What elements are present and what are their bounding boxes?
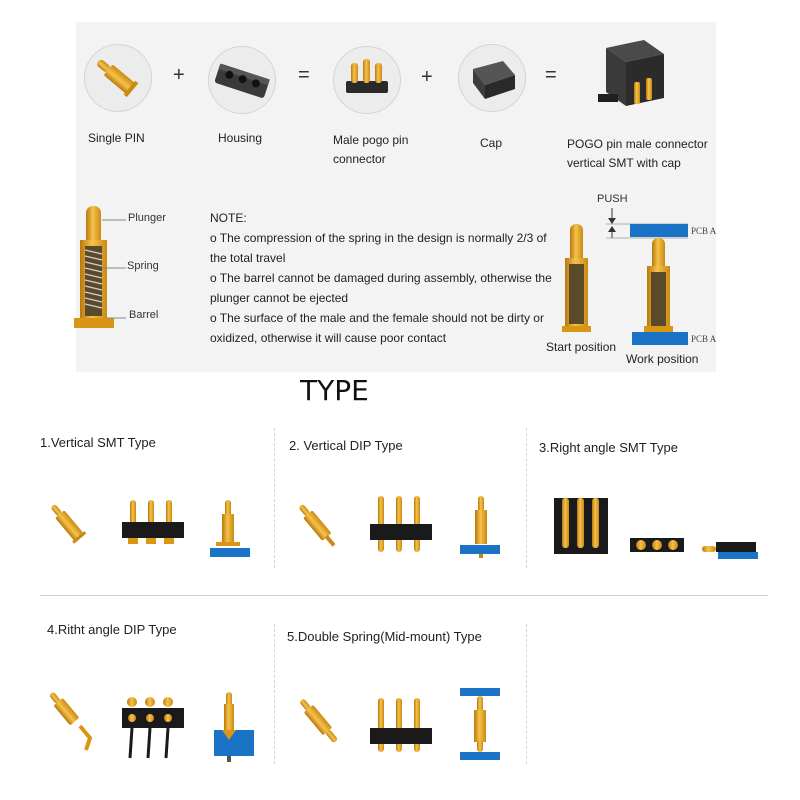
connector-cap-label-2: vertical SMT with cap xyxy=(567,156,681,170)
note-line: o The barrel cannot be damaged during assembly, otherwise the xyxy=(210,271,552,285)
note-line: o The compression of the spring in the design is normally 2/3 of xyxy=(210,231,547,245)
row-divider xyxy=(40,595,768,596)
start-position-pin xyxy=(562,224,591,332)
note-line: o The surface of the male and the female should not be dirty or xyxy=(210,311,544,325)
type-label-vertical-dip: 2. Vertical DIP Type xyxy=(289,438,403,453)
angled-pin-icon xyxy=(296,502,339,550)
bent-pin-icon xyxy=(46,689,90,750)
male-connector-label-1: Male pogo pin xyxy=(333,133,409,147)
single-pin-circle xyxy=(84,44,152,112)
housing-label: Housing xyxy=(218,131,263,145)
triple-pin-right-angle-icon xyxy=(122,697,184,758)
type-label-right-angle-smt: 3.Right angle SMT Type xyxy=(539,440,678,455)
triple-double-pin-icon xyxy=(370,698,432,752)
connector-with-cap-image xyxy=(594,38,674,120)
note-line: plunger cannot be ejected xyxy=(210,291,349,305)
note-title: NOTE: xyxy=(210,211,247,225)
vertical-dip-illustration xyxy=(294,494,514,558)
start-position-label: Start position xyxy=(546,340,617,354)
angled-double-pin-icon xyxy=(297,696,341,745)
work-position-label: Work position xyxy=(626,352,699,366)
single-pin-label: Single PIN xyxy=(88,131,145,145)
male-connector-icon xyxy=(334,47,400,113)
vertical-smt-illustration xyxy=(46,496,266,560)
housing-circle xyxy=(208,46,276,114)
side-pin-smt-icon xyxy=(210,500,250,557)
type-label-vertical-smt: 1.Vertical SMT Type xyxy=(40,435,156,450)
note-block xyxy=(210,208,560,348)
right-angle-dip-illustration xyxy=(46,688,266,768)
plunger-label: Plunger xyxy=(128,212,166,224)
cap-circle xyxy=(458,44,526,112)
cap-label: Cap xyxy=(480,136,503,150)
equals-sign-2: = xyxy=(545,64,557,86)
push-label: PUSH xyxy=(597,193,628,205)
note-line: oxidized, otherwise it will cause poor contact xyxy=(210,331,447,345)
pcb-top-board xyxy=(630,224,688,237)
single-pin-icon xyxy=(85,45,151,111)
side-pin-dip-icon xyxy=(460,496,500,558)
divider xyxy=(274,428,275,568)
note-line: the total travel xyxy=(210,251,286,265)
angled-pin-icon xyxy=(46,500,86,543)
right-angle-front-icon xyxy=(630,538,684,552)
triple-pin-smt-icon xyxy=(122,500,184,544)
divider xyxy=(274,624,275,764)
plus-sign-2: + xyxy=(421,66,433,88)
male-connector-circle xyxy=(333,46,401,114)
type-label-right-angle-dip: 4.Ritht angle DIP Type xyxy=(47,622,177,637)
mid-mount-side-icon xyxy=(460,688,500,760)
type-label-double-spring: 5.Double Spring(Mid-mount) Type xyxy=(287,629,482,644)
right-angle-side-icon xyxy=(702,542,758,559)
plus-sign: + xyxy=(173,64,185,86)
pcb-bottom-board xyxy=(632,332,688,345)
housing-icon xyxy=(209,47,275,113)
connector-cap-label-1: POGO pin male connector xyxy=(567,137,708,151)
work-position-pin xyxy=(644,238,673,332)
barrel-label: Barrel xyxy=(129,309,159,321)
cap-icon xyxy=(459,45,525,111)
position-diagram xyxy=(560,200,720,350)
connector-cap-icon xyxy=(594,38,674,120)
housing-front-icon xyxy=(554,498,608,554)
male-connector-label-2: connector xyxy=(333,152,386,166)
right-angle-smt-illustration xyxy=(550,494,765,560)
equals-sign: = xyxy=(298,64,310,86)
spring-label: Spring xyxy=(127,260,159,272)
pcb-top-label: PCB A xyxy=(691,226,717,236)
divider xyxy=(526,624,527,764)
side-pin-right-angle-dip-icon xyxy=(214,692,254,762)
type-title: TYPE xyxy=(300,374,369,407)
pcb-bottom-label: PCB A xyxy=(691,334,717,344)
double-spring-illustration xyxy=(294,686,514,766)
triple-pin-dip-icon xyxy=(370,496,432,552)
divider xyxy=(526,428,527,568)
